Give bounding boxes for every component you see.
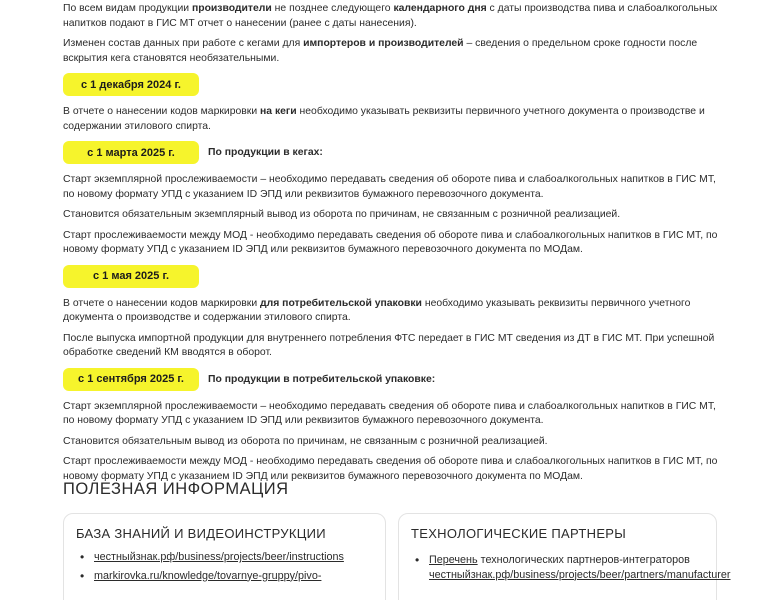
date-badge: с 1 мая 2025 г. <box>63 265 199 288</box>
date-badge: с 1 декабря 2024 г. <box>63 73 199 96</box>
partners-url-link[interactable]: честныйзнак.рф/business/projects/beer/partners/manufacturer <box>429 568 731 581</box>
list-item: • Перечень технологических партнеров-интеграторов честныйзнак.рф/business/projects/beer/partners/manufacturer <box>415 553 731 581</box>
section-sep-2025-header <box>63 368 718 391</box>
section-paragraph: Становится обязательным экземплярный вывод из оборота по причинам, не связанным с розничной реализацией. <box>63 209 621 220</box>
section-paragraph: Старт экземплярной прослеживаемости – необходимо передавать сведения об обороте пива и слабоалкогольных напитков в ГИС МТ, по новому формату УПД с указанием ID ЭПД или реквизитов бумажного перевозочного документа. <box>63 400 716 426</box>
section-paragraph: В отчете о нанесении кодов маркировки на кеги необходимо указывать реквизиты первичного учетного документа о производстве и содержании этилового спирта. <box>63 106 705 132</box>
bullet-icon: • <box>80 550 85 564</box>
section-paragraph: Старт прослеживаемости между МОД - необходимо передавать сведения об обороте пива и слабоалкогольных напитков в ГИС МТ, по новому формату УПД с указанием ID ЭПД или реквизитов бумажного перевозочного документа по МОДам. <box>63 456 718 482</box>
link-list <box>80 550 370 587</box>
instructions-link[interactable]: честныйзнак.рф/business/projects/beer/instructions <box>94 551 344 563</box>
card-title: БАЗА ЗНАНИЙ И ВИДЕОИНСТРУКЦИИ <box>76 526 326 541</box>
list-item <box>80 569 370 584</box>
section-paragraph: Старт прослеживаемости между МОД - необходимо передавать сведения об обороте пива и слабоалкогольных напитков в ГИС МТ, по новому формату УПД с указанием ID ЭПД или реквизитов бумажного перевозочного документа по МОДам. <box>63 229 718 255</box>
bullet-icon: • <box>80 568 85 583</box>
section-mar-2025-header <box>63 141 718 164</box>
section-dec-2024-header <box>63 73 718 96</box>
document-body <box>63 0 718 490</box>
card-title: ТЕХНОЛОГИЧЕСКИЕ ПАРТНЕРЫ <box>411 526 627 541</box>
section-paragraph: Старт экземплярной прослеживаемости – необходимо передавать сведения об обороте пива и слабоалкогольных напитков в ГИС МТ, по новому формату УПД с указанием ID ЭПД или реквизитов бумажного перевозочного документа. <box>63 174 716 200</box>
section-paragraph: В отчете о нанесении кодов маркировки для потребительской упаковки необходимо указывать реквизиты первичного учетного документа о производстве и содержании этилового спирта. <box>63 297 691 323</box>
section-subtitle: По продукции в кегах: <box>208 147 323 158</box>
section-paragraph: После выпуска импортной продукции для внутреннего потребления ФТС передает в ГИС МТ сведения из ДТ в ГИС МТ. При успешной обработке сведений КМ вводятся в оборот. <box>63 332 715 358</box>
knowledge-base-card <box>63 513 386 600</box>
partners-list-link[interactable]: Перечень <box>429 554 478 566</box>
date-badge: с 1 марта 2025 г. <box>63 141 199 164</box>
date-badge: с 1 сентября 2025 г. <box>63 368 199 391</box>
intro-paragraph-1: По всем видам продукции производители не позднее следующего календарного дня с даты производства пива и слабоалкогольных напитков подают в ГИС МТ отчет о нанесении (ранее с даты нанесения). <box>63 3 718 29</box>
link-list <box>415 553 731 586</box>
useful-info-heading: ПОЛЕЗНАЯ ИНФОРМАЦИЯ <box>63 480 289 498</box>
section-subtitle: По продукции в потребительской упаковке: <box>208 373 436 385</box>
bullet-icon: • <box>415 553 420 567</box>
tech-partners-card <box>398 513 731 600</box>
list-item <box>80 550 370 565</box>
intro-paragraph-2: Изменен состав данных при работе с кегами для импортеров и производителей – сведения о предельном сроке годности после вскрытия кега становятся необязательными. <box>63 38 698 64</box>
section-may-2025-header <box>63 265 718 288</box>
section-paragraph: Становится обязательным вывод из оборота по причинам, не связанным с розничной реализацией. <box>63 435 548 447</box>
knowledge-link[interactable]: markirovka.ru/knowledge/tovarnye-gruppy/pivo- <box>94 569 322 582</box>
